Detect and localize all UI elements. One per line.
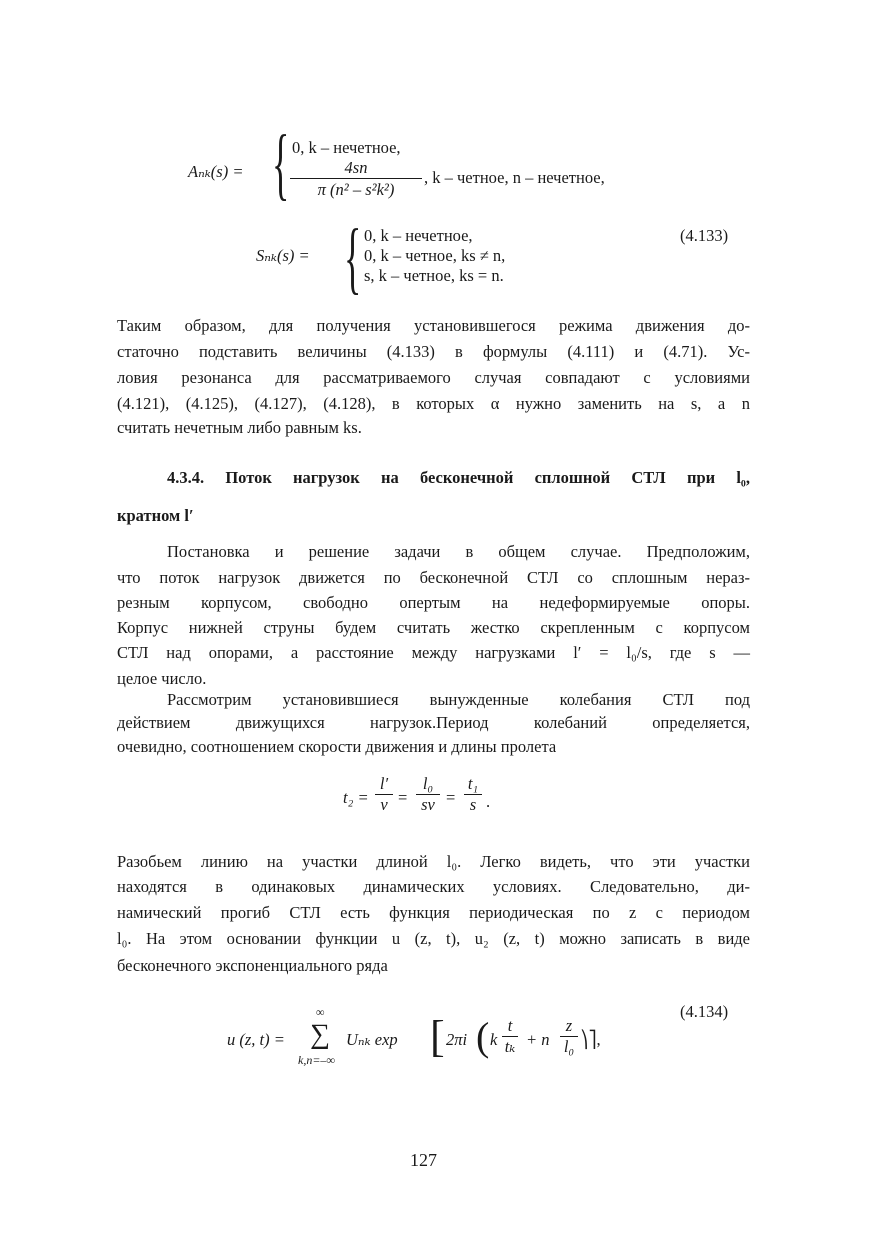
- equals: =: [446, 788, 456, 807]
- text-line: Таким образом, для получения установившегося режима движения до-: [117, 316, 750, 335]
- equation-number: (4.134): [680, 1002, 729, 1021]
- text-line: Разобьем линию на участки длиной l₀. Легко видеть, что эти участки: [117, 852, 750, 871]
- fraction: [502, 1016, 518, 1057]
- den: s: [464, 794, 482, 815]
- eq-inner-k: k: [490, 1030, 498, 1049]
- text-line: намический прогиб СТЛ есть функция периодическая по z с периодом: [117, 903, 750, 922]
- section-heading-cont: кратном l′: [117, 506, 194, 525]
- den: sv: [416, 794, 440, 815]
- eq-term: Uₙₖ exp: [346, 1030, 398, 1049]
- eq-S-case1: 0, k – нечетное,: [364, 226, 473, 245]
- brace: {: [344, 214, 362, 302]
- den: l₀: [560, 1036, 578, 1057]
- num: t₁: [467, 774, 479, 793]
- text-line: (4.121), (4.125), (4.127), (4.128), в которых α нужно заменить на s, а n: [117, 394, 750, 413]
- fraction: [560, 1016, 578, 1057]
- num: t: [507, 1016, 513, 1035]
- text-line: статочно подставить величины (4.133) в формулы (4.111) и (4.71). Ус-: [117, 342, 750, 361]
- page-number: 127: [410, 1150, 437, 1170]
- fraction: [464, 774, 482, 815]
- fraction: [416, 774, 440, 815]
- eq-A-fraction: [290, 158, 422, 201]
- text-line: очевидно, соотношением скорости движения и длины пролета: [117, 737, 557, 756]
- eq-inner-a: 2πi: [446, 1030, 468, 1049]
- text-line: что поток нагрузок движется по бесконечной СТЛ со сплошным нераз-: [117, 568, 750, 587]
- text-line: целое число.: [117, 669, 207, 688]
- eq-u-lhs: u (z, t) =: [227, 1030, 285, 1049]
- text-line: Корпус нижней струны будем считать жестко скрепленным с корпусом: [117, 618, 750, 637]
- text-line: ловия резонанса для рассматриваемого случая совпадают с условиями: [117, 368, 750, 387]
- den: tₖ: [502, 1036, 518, 1057]
- text-line: Рассмотрим установившиеся вынужденные колебания СТЛ под: [167, 690, 750, 709]
- num: z: [565, 1016, 573, 1035]
- text-line: Постановка и решение задачи в общем случае. Предположим,: [167, 542, 750, 561]
- sum-symbol: ∑: [310, 1019, 330, 1050]
- eq-A-num: 4sn: [344, 158, 368, 177]
- text-line: находятся в одинаковых динамических условиях. Следовательно, ди-: [117, 877, 750, 896]
- text-line: резным корпусом, свободно опертым на недеформируемые опоры.: [117, 593, 750, 612]
- den: v: [375, 794, 393, 815]
- equation-number: (4.133): [680, 226, 729, 245]
- bracket-left: [: [430, 1012, 445, 1061]
- num: l′: [379, 774, 389, 793]
- eq-A-case2: , k – четное, n – нечетное,: [424, 168, 605, 187]
- brace: {: [272, 120, 290, 208]
- eq-A-lhs: Aₙₖ(s) =: [188, 162, 244, 181]
- eq-A-den: π (n² – s²k²): [290, 178, 422, 201]
- eq-S-case2: 0, k – четное, ks ≠ n,: [364, 246, 506, 265]
- fraction: [375, 774, 393, 815]
- text-line: СТЛ над опорами, а расстояние между нагрузками l′ = l₀/s, где s —: [117, 643, 750, 662]
- paren-left: (: [476, 1014, 490, 1059]
- eq-A-case1: 0, k – нечетное,: [292, 138, 401, 157]
- eq-S-case3: s, k – четное, ks = n.: [364, 266, 504, 285]
- equals: =: [398, 788, 408, 807]
- num: l₀: [422, 774, 434, 793]
- period: .: [486, 792, 491, 811]
- eq-plus-n: + n: [526, 1030, 550, 1049]
- text-line: бесконечного экспоненциального ряда: [117, 956, 388, 975]
- eq-close: ⎞⎤,: [580, 1030, 601, 1049]
- eq-t2-lhs: t₂ =: [343, 788, 369, 807]
- text-line: считать нечетным либо равным ks.: [117, 418, 362, 437]
- section-heading: 4.3.4. Поток нагрузок на бесконечной сплошной СТЛ при l₀,: [167, 468, 750, 487]
- text-line: действием движущихся нагрузок.Период колебаний определяется,: [117, 713, 750, 732]
- eq-S-lhs: Sₙₖ(s) =: [256, 246, 310, 265]
- sum-top: ∞: [316, 1005, 325, 1019]
- text-line: l₀. На этом основании функции u (z, t), u₂ (z, t) можно записать в виде: [117, 929, 750, 948]
- sum-bottom: k,n=–∞: [298, 1053, 335, 1067]
